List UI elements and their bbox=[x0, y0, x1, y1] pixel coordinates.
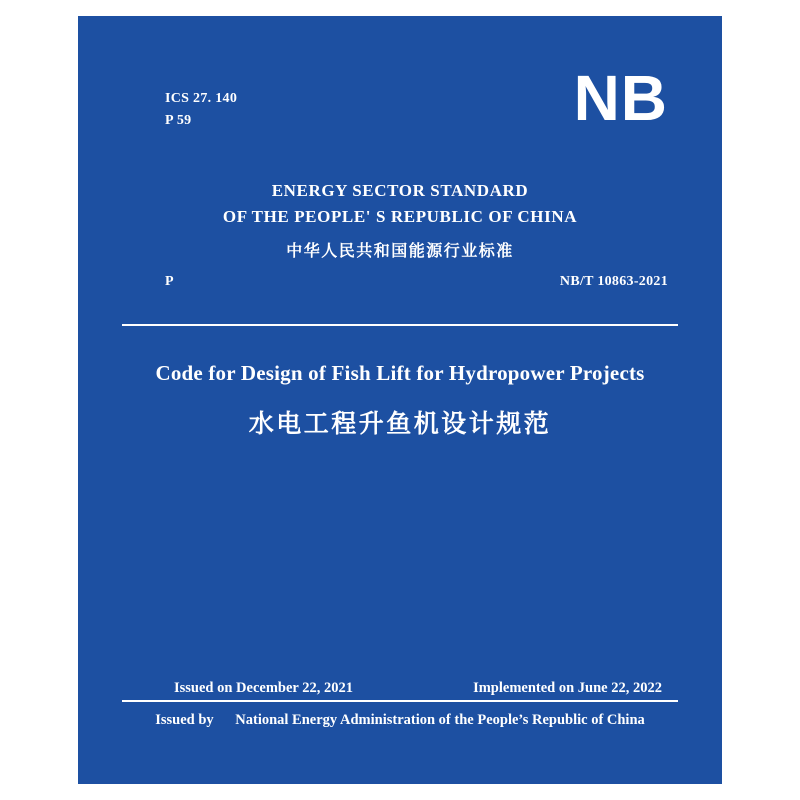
divider-top bbox=[122, 324, 678, 326]
issuer-row bbox=[78, 712, 722, 729]
issuer-name: National Energy Administration of the People’s Republic of China bbox=[235, 712, 645, 728]
ics-number: ICS 27. 140 bbox=[165, 91, 238, 106]
issued-date: Issued on December 22, 2021 bbox=[174, 680, 353, 696]
ics-block bbox=[165, 88, 237, 131]
standard-cover bbox=[78, 16, 722, 784]
document-title-block bbox=[78, 361, 722, 440]
classification-code: P bbox=[165, 274, 174, 289]
implemented-date: Implemented on June 22, 2022 bbox=[473, 680, 662, 696]
standard-name-cn: 中华人民共和国能源行业标准 bbox=[286, 240, 514, 260]
standard-name-block bbox=[78, 178, 722, 261]
code-row bbox=[165, 274, 668, 290]
classification-number: P 59 bbox=[165, 112, 192, 128]
document-title-cn: 水电工程升鱼机设计规范 bbox=[248, 409, 552, 438]
standard-number: NB/T 10863-2021 bbox=[559, 274, 668, 289]
issued-by-label: Issued by bbox=[155, 712, 214, 728]
standard-name-en-line1: ENERGY SECTOR STANDARD bbox=[271, 181, 529, 200]
nb-logo: NB bbox=[573, 62, 668, 134]
divider-bottom bbox=[122, 700, 678, 702]
dates-row bbox=[174, 680, 662, 697]
document-title-en: Code for Design of Fish Lift for Hydropower Projects bbox=[155, 361, 645, 385]
standard-name-en-line2: OF THE PEOPLE' S REPUBLIC OF CHINA bbox=[222, 207, 578, 227]
